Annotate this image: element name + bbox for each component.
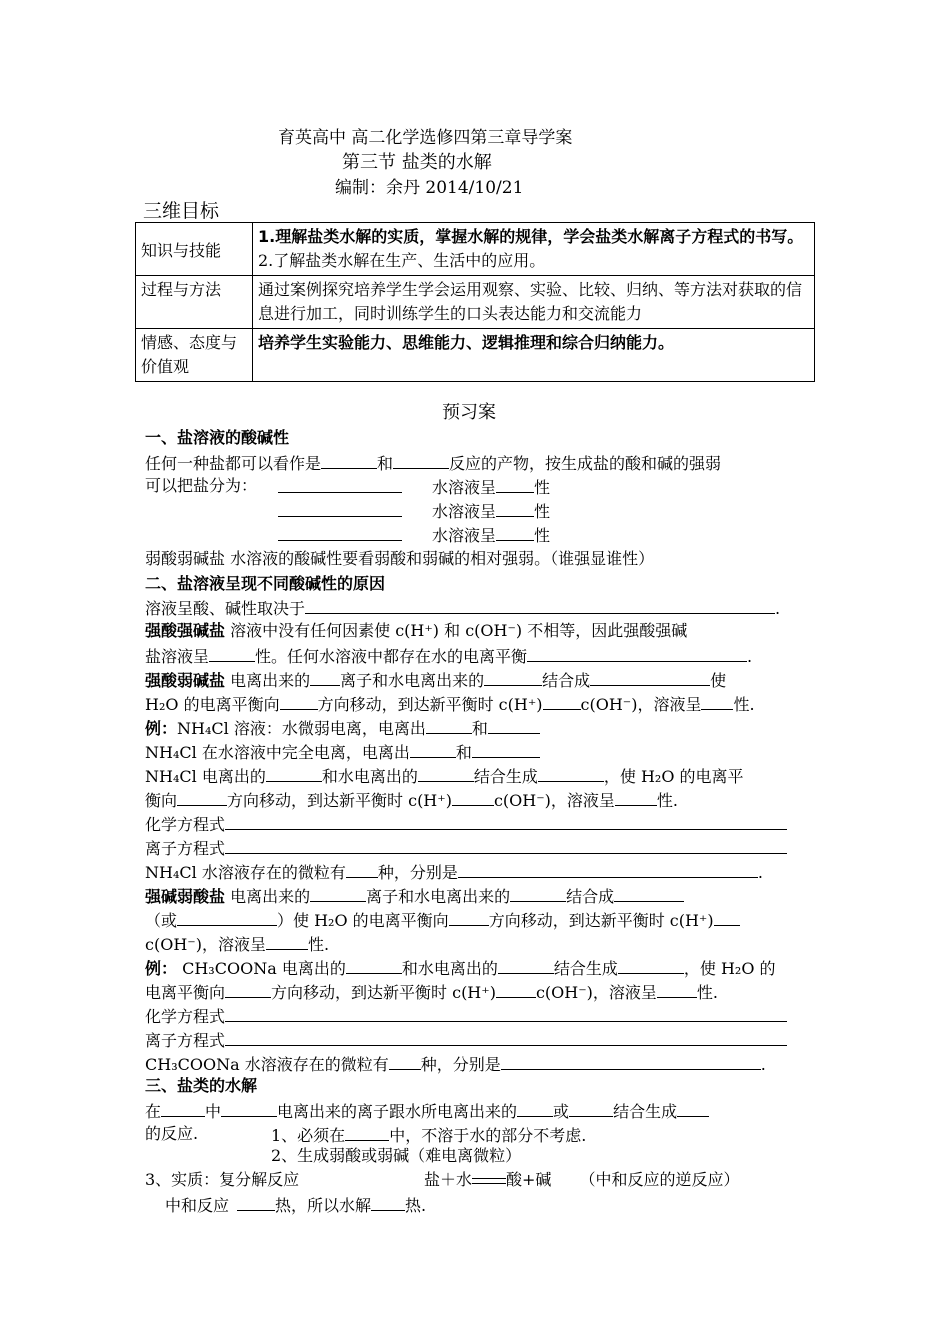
goals-row-content (253, 329, 815, 382)
blank[interactable] (345, 1124, 389, 1141)
goals-row-content (253, 223, 815, 276)
text: 结合成 (566, 887, 615, 906)
blank[interactable] (496, 524, 534, 541)
text: 离子方程式 (145, 839, 226, 858)
example-nh4cl-line2 (145, 741, 540, 763)
blank[interactable] (484, 669, 542, 686)
sec1-line2 (145, 476, 257, 496)
text: 电离出来的离子跟水所电离出来的 (277, 1102, 518, 1121)
text: 衡向 (145, 791, 178, 810)
blank[interactable] (426, 717, 472, 734)
blank[interactable] (449, 909, 489, 926)
blank[interactable] (538, 765, 604, 782)
blank[interactable] (278, 524, 402, 541)
text: . (760, 1055, 766, 1074)
text: H₂O 的电离平衡向 (145, 695, 280, 714)
text: 离子和水电离出来的 (340, 671, 485, 690)
example-acetate-line2 (145, 981, 718, 1003)
example-nh4cl-line4 (145, 789, 678, 811)
goals-row-content-bold: 培养学生实验能力、思维能力、逻辑推理和综合归纳能力。 (258, 333, 675, 352)
blank[interactable] (278, 476, 402, 493)
text: 性 (534, 478, 551, 497)
blank[interactable] (618, 957, 684, 974)
text: 离子方程式 (145, 1031, 226, 1050)
blank[interactable] (280, 693, 318, 710)
text: ）使 H₂O 的电离平衡向 (277, 911, 449, 930)
blank[interactable] (714, 909, 740, 926)
text: （或 (145, 911, 178, 930)
text: 种，分别是 (420, 1055, 501, 1074)
text: 结合生成 (613, 1102, 678, 1121)
sec2-heading: 二、盐溶液呈现不同酸碱性的原因 (145, 574, 386, 593)
strong-strong-label: 强酸强碱盐 (145, 621, 226, 640)
blank[interactable] (496, 981, 536, 998)
blank[interactable] (371, 1194, 405, 1211)
goals-row-content-text: 2.了解盐类水解在生产、生活中的应用。 (258, 251, 546, 270)
text: 化学方程式 (145, 815, 226, 834)
text: 酸+碱 (506, 1170, 552, 1189)
strong-weak-label: 强酸弱碱盐 (145, 671, 226, 690)
sec1-salt-row (278, 524, 550, 546)
text: c(OH⁻)，溶液呈 (535, 983, 657, 1002)
sec3-line2 (145, 1124, 198, 1144)
text: 中和反应 (165, 1196, 230, 1215)
blank[interactable] (496, 500, 534, 517)
text: . (757, 863, 763, 882)
blank[interactable] (569, 1100, 613, 1117)
sec3-heading: 三、盐类的水解 (145, 1076, 258, 1095)
example-nh4cl-line3 (145, 765, 744, 787)
text: NH₄Cl 水溶液存在的微粒有 (145, 863, 346, 882)
ion-equation-line (145, 1029, 787, 1051)
sec3-line5 (165, 1194, 426, 1216)
blank[interactable] (305, 597, 775, 614)
blank[interactable] (225, 1005, 787, 1022)
goals-row-label: 知识与技能 (136, 223, 253, 276)
text: 种，分别是 (377, 863, 458, 882)
blank[interactable] (614, 885, 684, 902)
text: . (775, 599, 781, 618)
blank[interactable] (393, 452, 449, 469)
text: 反应的产物，按生成盐的酸和碱的强弱 (449, 454, 722, 473)
text: 1、必须在 (271, 1126, 346, 1145)
blank[interactable] (346, 861, 378, 878)
blank[interactable] (225, 1029, 787, 1046)
text: 溶液中没有任何因素使 c(H⁺) 和 c(OH⁻) 不相等，因此强酸强碱 (225, 621, 688, 640)
blank[interactable] (209, 645, 255, 662)
goals-row-content: 通过案例探究培养学生学会运用观察、实验、比较、归纳、等方法对获取的信息进行加工，同时训练学生的口头表达能力和交流能力 (253, 276, 815, 329)
text: 电离平衡向 (145, 983, 226, 1002)
example-label: 例： (145, 959, 178, 978)
text: 性. (733, 695, 755, 714)
equilibrium-arrow-icon (472, 1175, 506, 1187)
sec1-weak: 弱酸弱碱盐 水溶液的酸碱性要看弱酸和弱碱的相对强弱。（谁强显谁性） (145, 549, 655, 568)
blank[interactable] (221, 1100, 277, 1117)
base-weak-label: 强碱弱酸盐 (145, 887, 226, 906)
sec3-line3: 2、生成弱酸或弱碱（难电离微粒） (271, 1146, 522, 1165)
base-weak-line2 (145, 909, 740, 931)
blank[interactable] (237, 1194, 275, 1211)
strong-strong-line2 (145, 645, 752, 667)
text: 结合成 (542, 671, 591, 690)
blank[interactable] (410, 741, 456, 758)
text: c(OH⁻)，溶液呈 (493, 791, 615, 810)
blank[interactable] (278, 500, 402, 517)
blank[interactable] (488, 717, 540, 734)
goals-title: 三维目标 (143, 200, 220, 222)
chem-equation-line (145, 1005, 787, 1027)
goals-row (136, 329, 815, 382)
blank[interactable] (590, 669, 710, 686)
text: 性. (307, 935, 330, 954)
text: （中和反应的逆反应） (579, 1170, 740, 1189)
blank[interactable] (418, 765, 474, 782)
goals-row-label: 过程与方法 (136, 276, 253, 329)
text: . (747, 647, 753, 666)
text: 性 (534, 526, 551, 545)
text: 3、实质：复分解反应 (145, 1170, 300, 1189)
header-line1: 育英高中 高二化学选修四第三章导学案 (278, 128, 573, 148)
sec1-salt-row (278, 500, 550, 522)
text: 盐＋水 (424, 1170, 473, 1189)
example-nh4cl-line1 (145, 717, 540, 739)
text: 电离出来的 (225, 671, 311, 690)
text: 方向移动，到达新平衡时 c(H⁺) (227, 791, 452, 810)
blank[interactable] (472, 741, 540, 758)
strong-weak-line2 (145, 693, 755, 715)
text: NH₄Cl 电离出的 (145, 767, 266, 786)
text: NH₄Cl 在水溶液中完全电离，电离出 (145, 743, 410, 762)
text: 热，所以水解 (275, 1196, 372, 1215)
sec3-equation (424, 1170, 739, 1190)
blank[interactable] (321, 452, 377, 469)
blank[interactable] (389, 1053, 421, 1070)
text: 方向移动，到达新平衡时 c(H⁺) (488, 911, 714, 930)
nh4cl-particles-line (145, 861, 763, 883)
text: 性。任何水溶液中都存在水的电离平衡 (255, 647, 528, 666)
text: 电离出来的 (225, 887, 311, 906)
text: 在 (145, 1102, 162, 1121)
goals-row-content-bold: 1.理解盐类水解的实质，掌握水解的规律，学会盐类水解离子方程式的书写。 (258, 227, 804, 246)
text: 中 (205, 1102, 222, 1121)
text: 离子和水电离出来的 (366, 887, 511, 906)
blank[interactable] (177, 909, 277, 926)
text: 中，不溶于水的部分不考虑. (389, 1126, 587, 1145)
blank[interactable] (615, 789, 657, 806)
text: c(OH⁻)，溶液呈 (580, 695, 702, 714)
sec3-line4 (145, 1170, 299, 1190)
blank[interactable] (517, 1100, 553, 1117)
base-weak-line3 (145, 933, 329, 955)
blank[interactable] (510, 885, 566, 902)
goals-row (136, 223, 815, 276)
text: CH₃COONa 电离出的 (177, 959, 346, 978)
text: 使 (710, 671, 727, 690)
example-label: 例： (145, 719, 178, 738)
text: 可以把盐分为： (145, 476, 258, 495)
text: 的反应. (145, 1124, 199, 1143)
goals-table (135, 222, 815, 382)
text: c(OH⁻)，溶液呈 (145, 935, 266, 954)
sec1-salt-row (278, 476, 550, 498)
text: 溶液呈酸、碱性取决于 (145, 599, 306, 618)
blank[interactable] (177, 789, 227, 806)
blank[interactable] (501, 1053, 761, 1070)
text: 和 (377, 454, 394, 473)
ion-equation-line (145, 837, 787, 859)
blank[interactable] (310, 669, 340, 686)
text: 盐溶液呈 (145, 647, 210, 666)
blank[interactable] (527, 645, 747, 662)
text: CH₃COONa 水溶液存在的微粒有 (145, 1055, 389, 1074)
sec2-line1 (145, 597, 780, 619)
blank[interactable] (346, 957, 402, 974)
text: 化学方程式 (145, 1007, 226, 1026)
text: 和 (455, 743, 472, 762)
header-line2: 第三节 盐类的水解 (342, 152, 492, 173)
preview-title: 预习案 (442, 402, 496, 423)
sec3-line1 (145, 1100, 709, 1122)
text: 或 (553, 1102, 570, 1121)
text: 和水电离出的 (321, 767, 418, 786)
blank[interactable] (225, 837, 787, 854)
blank[interactable] (225, 981, 271, 998)
blank[interactable] (225, 813, 787, 830)
text: ，使 H₂O 的 (683, 959, 776, 978)
text: 水溶液呈 (432, 526, 497, 545)
blank[interactable] (310, 885, 366, 902)
goals-row (136, 276, 815, 329)
text: NH₄Cl 溶液：水微弱电离，电离出 (177, 719, 426, 738)
blank[interactable] (498, 957, 554, 974)
blank[interactable] (657, 981, 697, 998)
sec3-line2b (271, 1124, 586, 1146)
text: 和 (471, 719, 488, 738)
blank[interactable] (543, 693, 581, 710)
text: 热. (405, 1196, 427, 1215)
blank[interactable] (701, 693, 733, 710)
text: 性. (656, 791, 679, 810)
blank[interactable] (266, 933, 308, 950)
text: 任何一种盐都可以看作是 (145, 454, 322, 473)
strong-strong-line1 (145, 621, 687, 641)
blank[interactable] (677, 1100, 709, 1117)
base-weak-line1 (145, 885, 684, 907)
strong-weak-line1 (145, 669, 726, 691)
sec1-line1 (145, 452, 721, 474)
text: ，使 H₂O 的电离平 (603, 767, 744, 786)
header-line3: 编制：余丹 2014/10/21 (335, 178, 524, 198)
text: 水溶液呈 (432, 478, 497, 497)
text: 和水电离出的 (401, 959, 498, 978)
example-acetate-line1 (145, 957, 776, 979)
goals-row-label: 情感、态度与价值观 (136, 329, 253, 382)
text: 方向移动，到达新平衡时 c(H⁺) (317, 695, 543, 714)
blank[interactable] (161, 1100, 205, 1117)
text: 水溶液呈 (432, 502, 497, 521)
acetate-particles-line (145, 1053, 766, 1075)
blank[interactable] (458, 861, 758, 878)
text: 结合生成 (553, 959, 618, 978)
chem-equation-line (145, 813, 787, 835)
sec1-heading: 一、盐溶液的酸碱性 (145, 428, 290, 447)
text: 结合生成 (473, 767, 538, 786)
blank[interactable] (266, 765, 322, 782)
blank[interactable] (452, 789, 494, 806)
text: 性 (534, 502, 551, 521)
text: 方向移动，到达新平衡时 c(H⁺) (271, 983, 496, 1002)
blank[interactable] (496, 476, 534, 493)
text: 性. (696, 983, 719, 1002)
